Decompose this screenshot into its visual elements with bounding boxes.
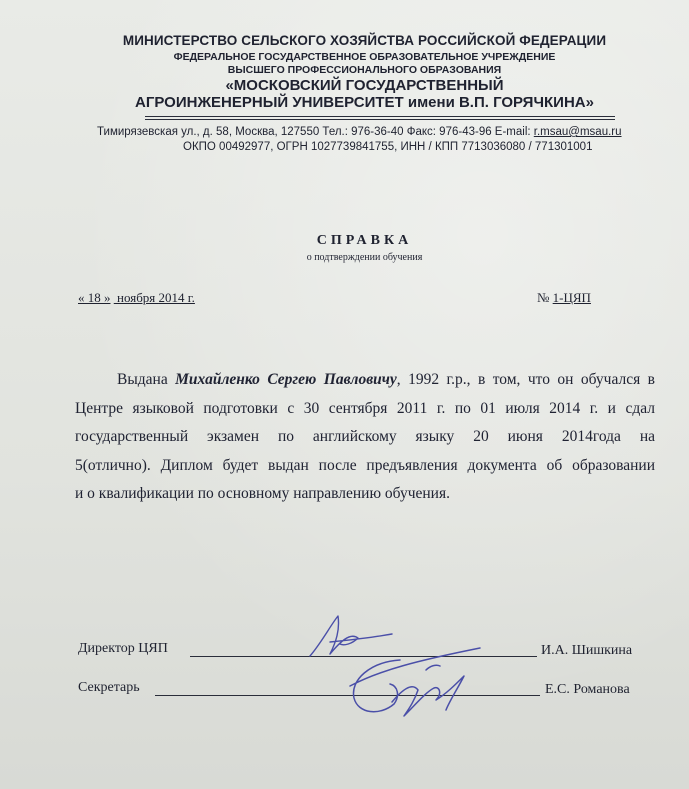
date-year: 2014 г. (158, 290, 195, 305)
university-name-line-2: АГРОИНЖЕНЕРНЫЙ УНИВЕРСИТЕТ имени В.П. ГОРЯЧКИНА» (135, 94, 594, 111)
header-divider (145, 116, 615, 117)
header-divider-thin (145, 119, 615, 120)
body-line-3: государственный экзамен по английскому языку 20 июня 2014года на (75, 428, 655, 445)
document-date (78, 290, 195, 306)
director-label: Директор ЦЯП (78, 641, 168, 656)
institution-type-line-1: ФЕДЕРАЛЬНОЕ ГОСУДАРСТВЕННОЕ ОБРАЗОВАТЕЛЬНОЕ УЧРЕЖДЕНИЕ (173, 51, 556, 63)
number-value: 1-ЦЯП (552, 290, 591, 305)
body-line-1 (75, 366, 655, 395)
registration-codes: ОКПО 00492977, ОГРН 1027739841755, ИНН / КПП 7713036080 / 771301001 (183, 141, 593, 153)
director-signature-line (190, 656, 537, 657)
body-line-4: 5(отлично). Диплом будет выдан после предъявления документа об образовании (75, 456, 655, 474)
director-name: И.А. Шишкина (541, 643, 633, 658)
secretary-name: Е.С. Романова (545, 682, 630, 697)
date-day: 18 (84, 290, 104, 305)
address-text: Тимирязевская ул., д. 58, Москва, 127550 Тел.: 976-36-40 Факс: 976-43-96 E-mail: (97, 126, 534, 138)
secretary-signature-line (155, 695, 540, 696)
ministry-header: МИНИСТЕРСТВО СЕЛЬСКОГО ХОЗЯЙСТВА РОССИЙСКОЙ ФЕДЕРАЦИИ (122, 33, 607, 48)
secretary-signature (330, 640, 490, 725)
student-name: Михайленко Сергею Павловичу (175, 371, 397, 388)
date-open-quote: « (78, 290, 85, 305)
email-link: r.msau@msau.ru (533, 126, 622, 138)
address-line (97, 126, 622, 138)
body-line-2: Центре языковой подготовки с 30 сентября 2011 г. по 01 июля 2014 г. и сдал (75, 399, 655, 417)
certificate-body (75, 366, 655, 509)
institution-type-line-2: ВЫСШЕГО ПРОФЕССИОНАЛЬНОГО ОБРАЗОВАНИЯ (227, 64, 502, 76)
body-line-5: и о квалификации по основному направлению обучения. (75, 485, 450, 502)
director-signature (300, 612, 400, 662)
document-title: СПРАВКА (316, 233, 413, 248)
date-close-quote: » (104, 290, 111, 305)
body-line-1-start: Выдана (117, 371, 176, 388)
document-number (537, 290, 591, 306)
university-name-line-1: «МОСКОВСКИЙ ГОСУДАРСТВЕННЫЙ (225, 77, 504, 94)
document-subtitle: о подтверждении обучения (306, 252, 423, 263)
date-month: ноября (113, 290, 159, 305)
body-line-1-end: , 1992 г.р., в том, что он обучался в (396, 371, 655, 388)
number-prefix: № (537, 290, 553, 305)
secretary-label: Секретарь (78, 680, 140, 695)
